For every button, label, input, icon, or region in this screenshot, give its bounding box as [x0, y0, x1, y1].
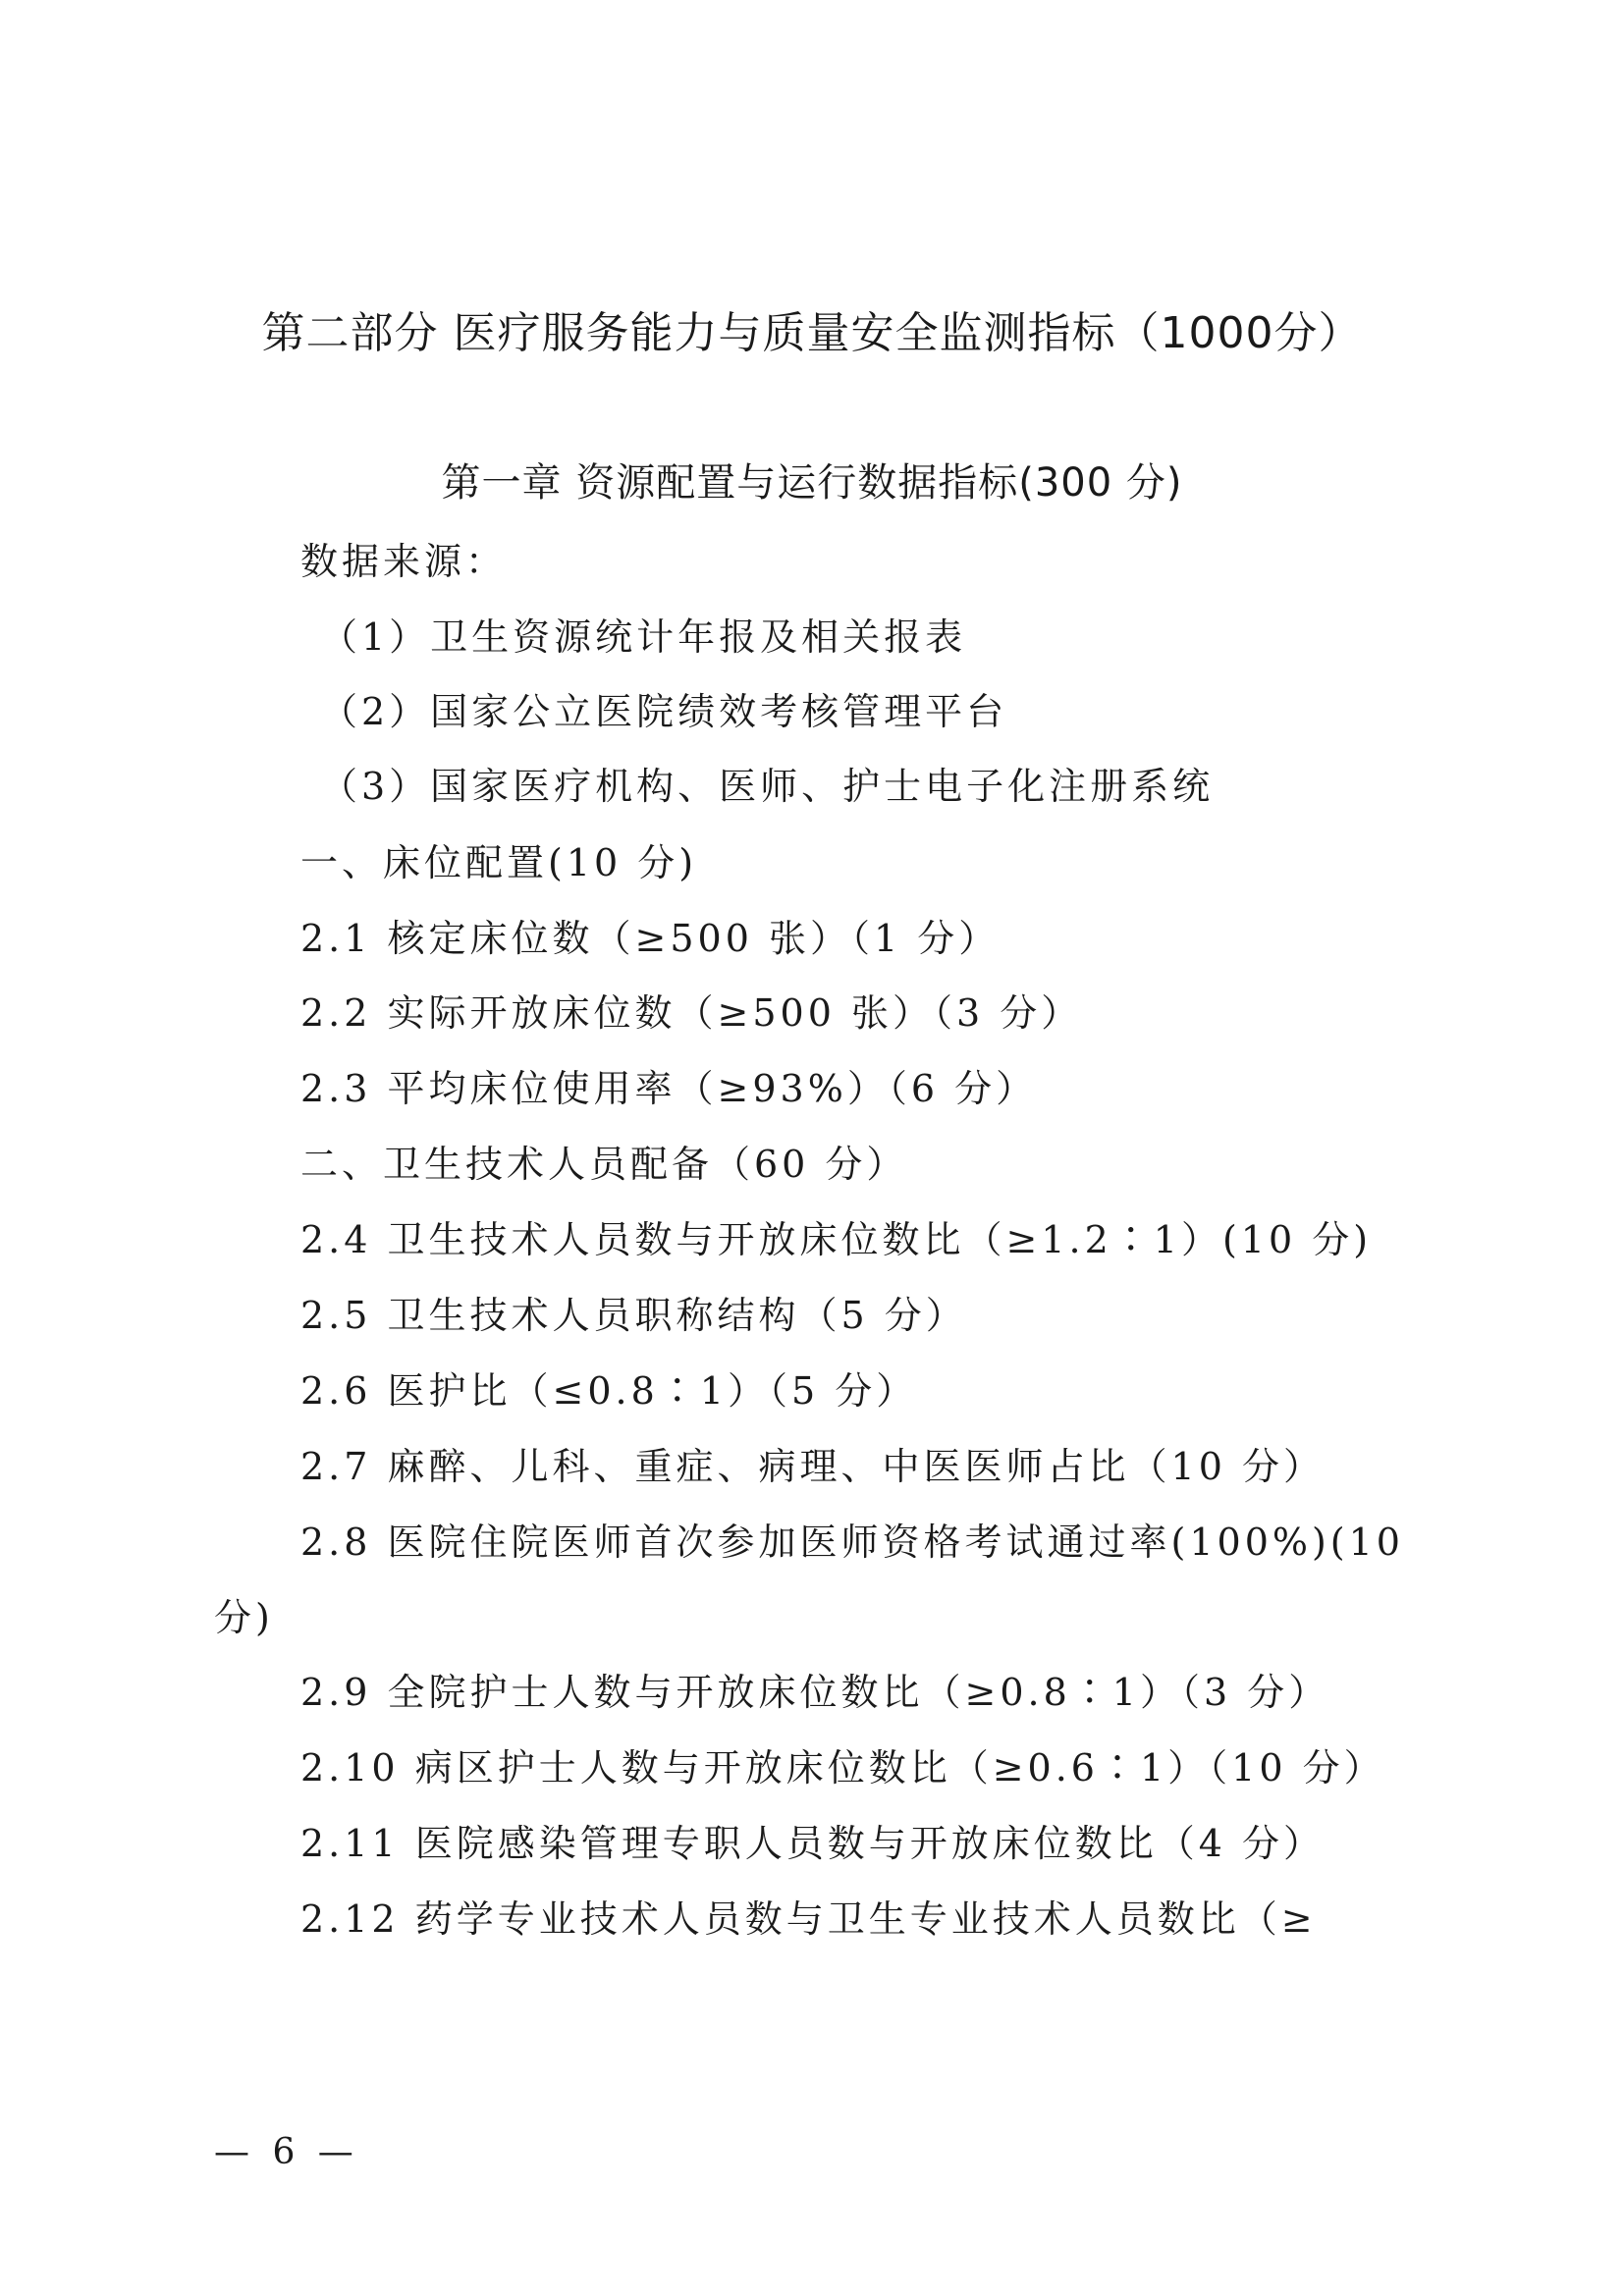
page-number: — 6 — [214, 2132, 359, 2172]
indicator-item: 2.7 麻醉、儿科、重症、病理、中医医师占比（10 分） [300, 1445, 1325, 1488]
data-source-item: （1）卫生资源统计年报及相关报表 [320, 615, 967, 659]
chapter-title: 第一章 资源配置与运行数据指标(300 分) [441, 460, 1183, 506]
part-title: 第二部分 医疗服务能力与质量安全监测指标（1000分） [261, 308, 1363, 358]
section-heading-bed-config: 一、床位配置(10 分) [300, 841, 698, 884]
indicator-item: 2.12 药学专业技术人员数与卫生专业技术人员数比（≥ [300, 1897, 1317, 1941]
data-source-heading: 数据来源： [300, 540, 508, 583]
indicator-item: 2.6 医护比（≤0.8∶1）（5 分） [300, 1369, 918, 1413]
data-source-item: （3）国家医疗机构、医师、护士电子化注册系统 [320, 765, 1215, 808]
indicator-item: 2.10 病区护士人数与开放床位数比（≥0.6∶1）（10 分） [300, 1746, 1385, 1789]
indicator-item-2-8-line2: 分) [214, 1596, 274, 1639]
indicator-item: 2.11 医院感染管理专职人员数与开放床位数比（4 分） [300, 1822, 1325, 1865]
indicator-item-2-8-line1: 2.8 医院住院医师首次参加医师资格考试通过率(100%)(10 [300, 1521, 1404, 1564]
indicator-item: 2.1 核定床位数（≥500 张）（1 分） [300, 917, 1001, 960]
indicator-item: 2.2 实际开放床位数（≥500 张）（3 分） [300, 991, 1083, 1035]
data-source-item: （2）国家公立医院绩效考核管理平台 [320, 690, 1008, 733]
indicator-item: 2.4 卫生技术人员数与开放床位数比（≥1.2∶1）(10 分) [300, 1218, 1373, 1261]
section-heading-staffing: 二、卫生技术人员配备（60 分） [300, 1143, 908, 1186]
indicator-item: 2.9 全院护士人数与开放床位数比（≥0.8∶1）（3 分） [300, 1671, 1330, 1714]
indicator-item: 2.3 平均床位使用率（≥93%）（6 分） [300, 1067, 1038, 1110]
indicator-item: 2.5 卫生技术人员职称结构（5 分） [300, 1294, 967, 1337]
